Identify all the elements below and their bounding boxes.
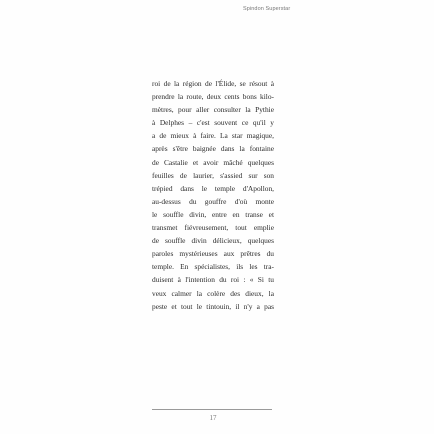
- text-line: mètres, pour aller consulter la Pythie: [152, 105, 274, 115]
- text-line: à Delphes – c'est souvent ce qu'il y: [152, 118, 274, 128]
- text-line: transmet fiévreusement, tout emplie: [152, 223, 274, 233]
- text-line: veux calmer la colère des dieux, la: [152, 288, 274, 298]
- text-line: de Castalie et avoir mâché quelques: [152, 157, 274, 167]
- text-line: a de mieux à faire. La star magique,: [152, 131, 274, 141]
- text-line: duisent à l'intention du roi : « Si tu: [152, 275, 274, 285]
- text-line: après s'être baignée dans la fontaine: [152, 144, 274, 154]
- text-line: de souffle divin délicieux, quelques: [152, 236, 274, 246]
- footer-rule: [152, 409, 272, 410]
- page-number: 17: [209, 414, 217, 422]
- text-line: trépied dans le temple d'Apollon,: [152, 183, 274, 193]
- text-line: le souffle divin, entre en transe et: [152, 209, 274, 219]
- text-line: prendre la route, deux cents bons kilo-: [152, 92, 274, 102]
- text-line: temple. En spécialistes, ils les tra-: [152, 262, 274, 272]
- text-line: au-dessus du gouffre d'où monte: [152, 196, 274, 206]
- text-line: roi de la région de l'Élide, se résout à: [152, 79, 274, 88]
- text-line: peste et tout le tintouin, il n'y a pas: [152, 301, 274, 311]
- text-line: feuilles de laurier, s'assied sur son: [152, 170, 274, 180]
- running-header: Spindon Superstar: [243, 6, 291, 12]
- text-line: paroles mystérieuses aux prêtres du: [152, 249, 274, 259]
- body-paragraph: [152, 77, 274, 313]
